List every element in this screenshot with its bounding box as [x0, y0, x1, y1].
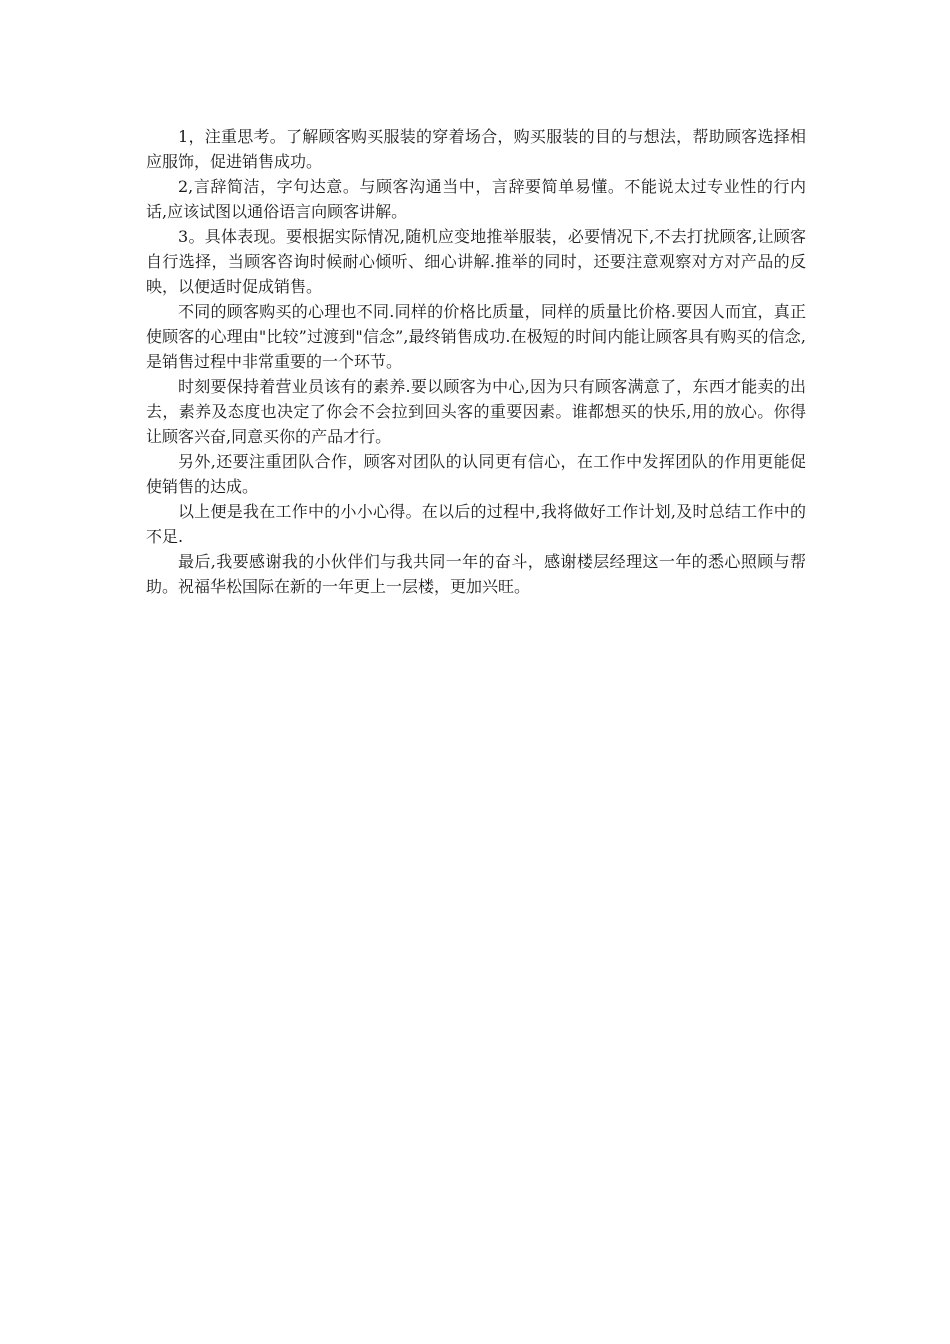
paragraph-thanks: 最后,我要感谢我的小伙伴们与我共同一年的奋斗，感谢楼层经理这一年的悉心照顾与帮助。祝福华松国际在新的一年更上一层楼，更加兴旺。 [146, 552, 806, 596]
paragraph-summary: 以上便是我在工作中的小小心得。在以后的过程中,我将做好工作计划,及时总结工作中的不足. [146, 502, 806, 546]
paragraph-tip-2: 2,言辞简洁，字句达意。与顾客沟通当中，言辞要简单易懂。不能说太过专业性的行内话,应该试图以通俗语言向顾客讲解。 [146, 177, 806, 221]
document-body [146, 124, 806, 599]
paragraph-tip-3: 3。具体表现。要根据实际情况,随机应变地推举服装，必要情况下,不去打扰顾客,让顾客自行选择，当顾客咨询时候耐心倾听、细心讲解.推举的同时，还要注意观察对方对产品的反映，以便适时促成销售。 [146, 227, 806, 296]
paragraph-customer-psychology: 不同的顾客购买的心理也不同.同样的价格比质量，同样的质量比价格.要因人而宜，真正使顾客的心理由"比较”过渡到"信念”,最终销售成功.在极短的时间内能让顾客具有购买的信念,是销售过程中非常重要的一个环节。 [146, 302, 806, 371]
paragraph-tip-1: 1，注重思考。了解顾客购买服装的穿着场合，购买服装的目的与想法，帮助顾客选择相应服饰，促进销售成功。 [146, 127, 806, 171]
paragraph-professional-attitude: 时刻要保持着营业员该有的素养.要以顾客为中心,因为只有顾客满意了，东西才能卖的出去，素养及态度也决定了你会不会拉到回头客的重要因素。谁都想买的快乐,用的放心。你得让顾客兴奋,同意买你的产品才行。 [146, 377, 806, 446]
paragraph-teamwork: 另外,还要注重团队合作，顾客对团队的认同更有信心，在工作中发挥团队的作用更能促使销售的达成。 [146, 452, 806, 496]
